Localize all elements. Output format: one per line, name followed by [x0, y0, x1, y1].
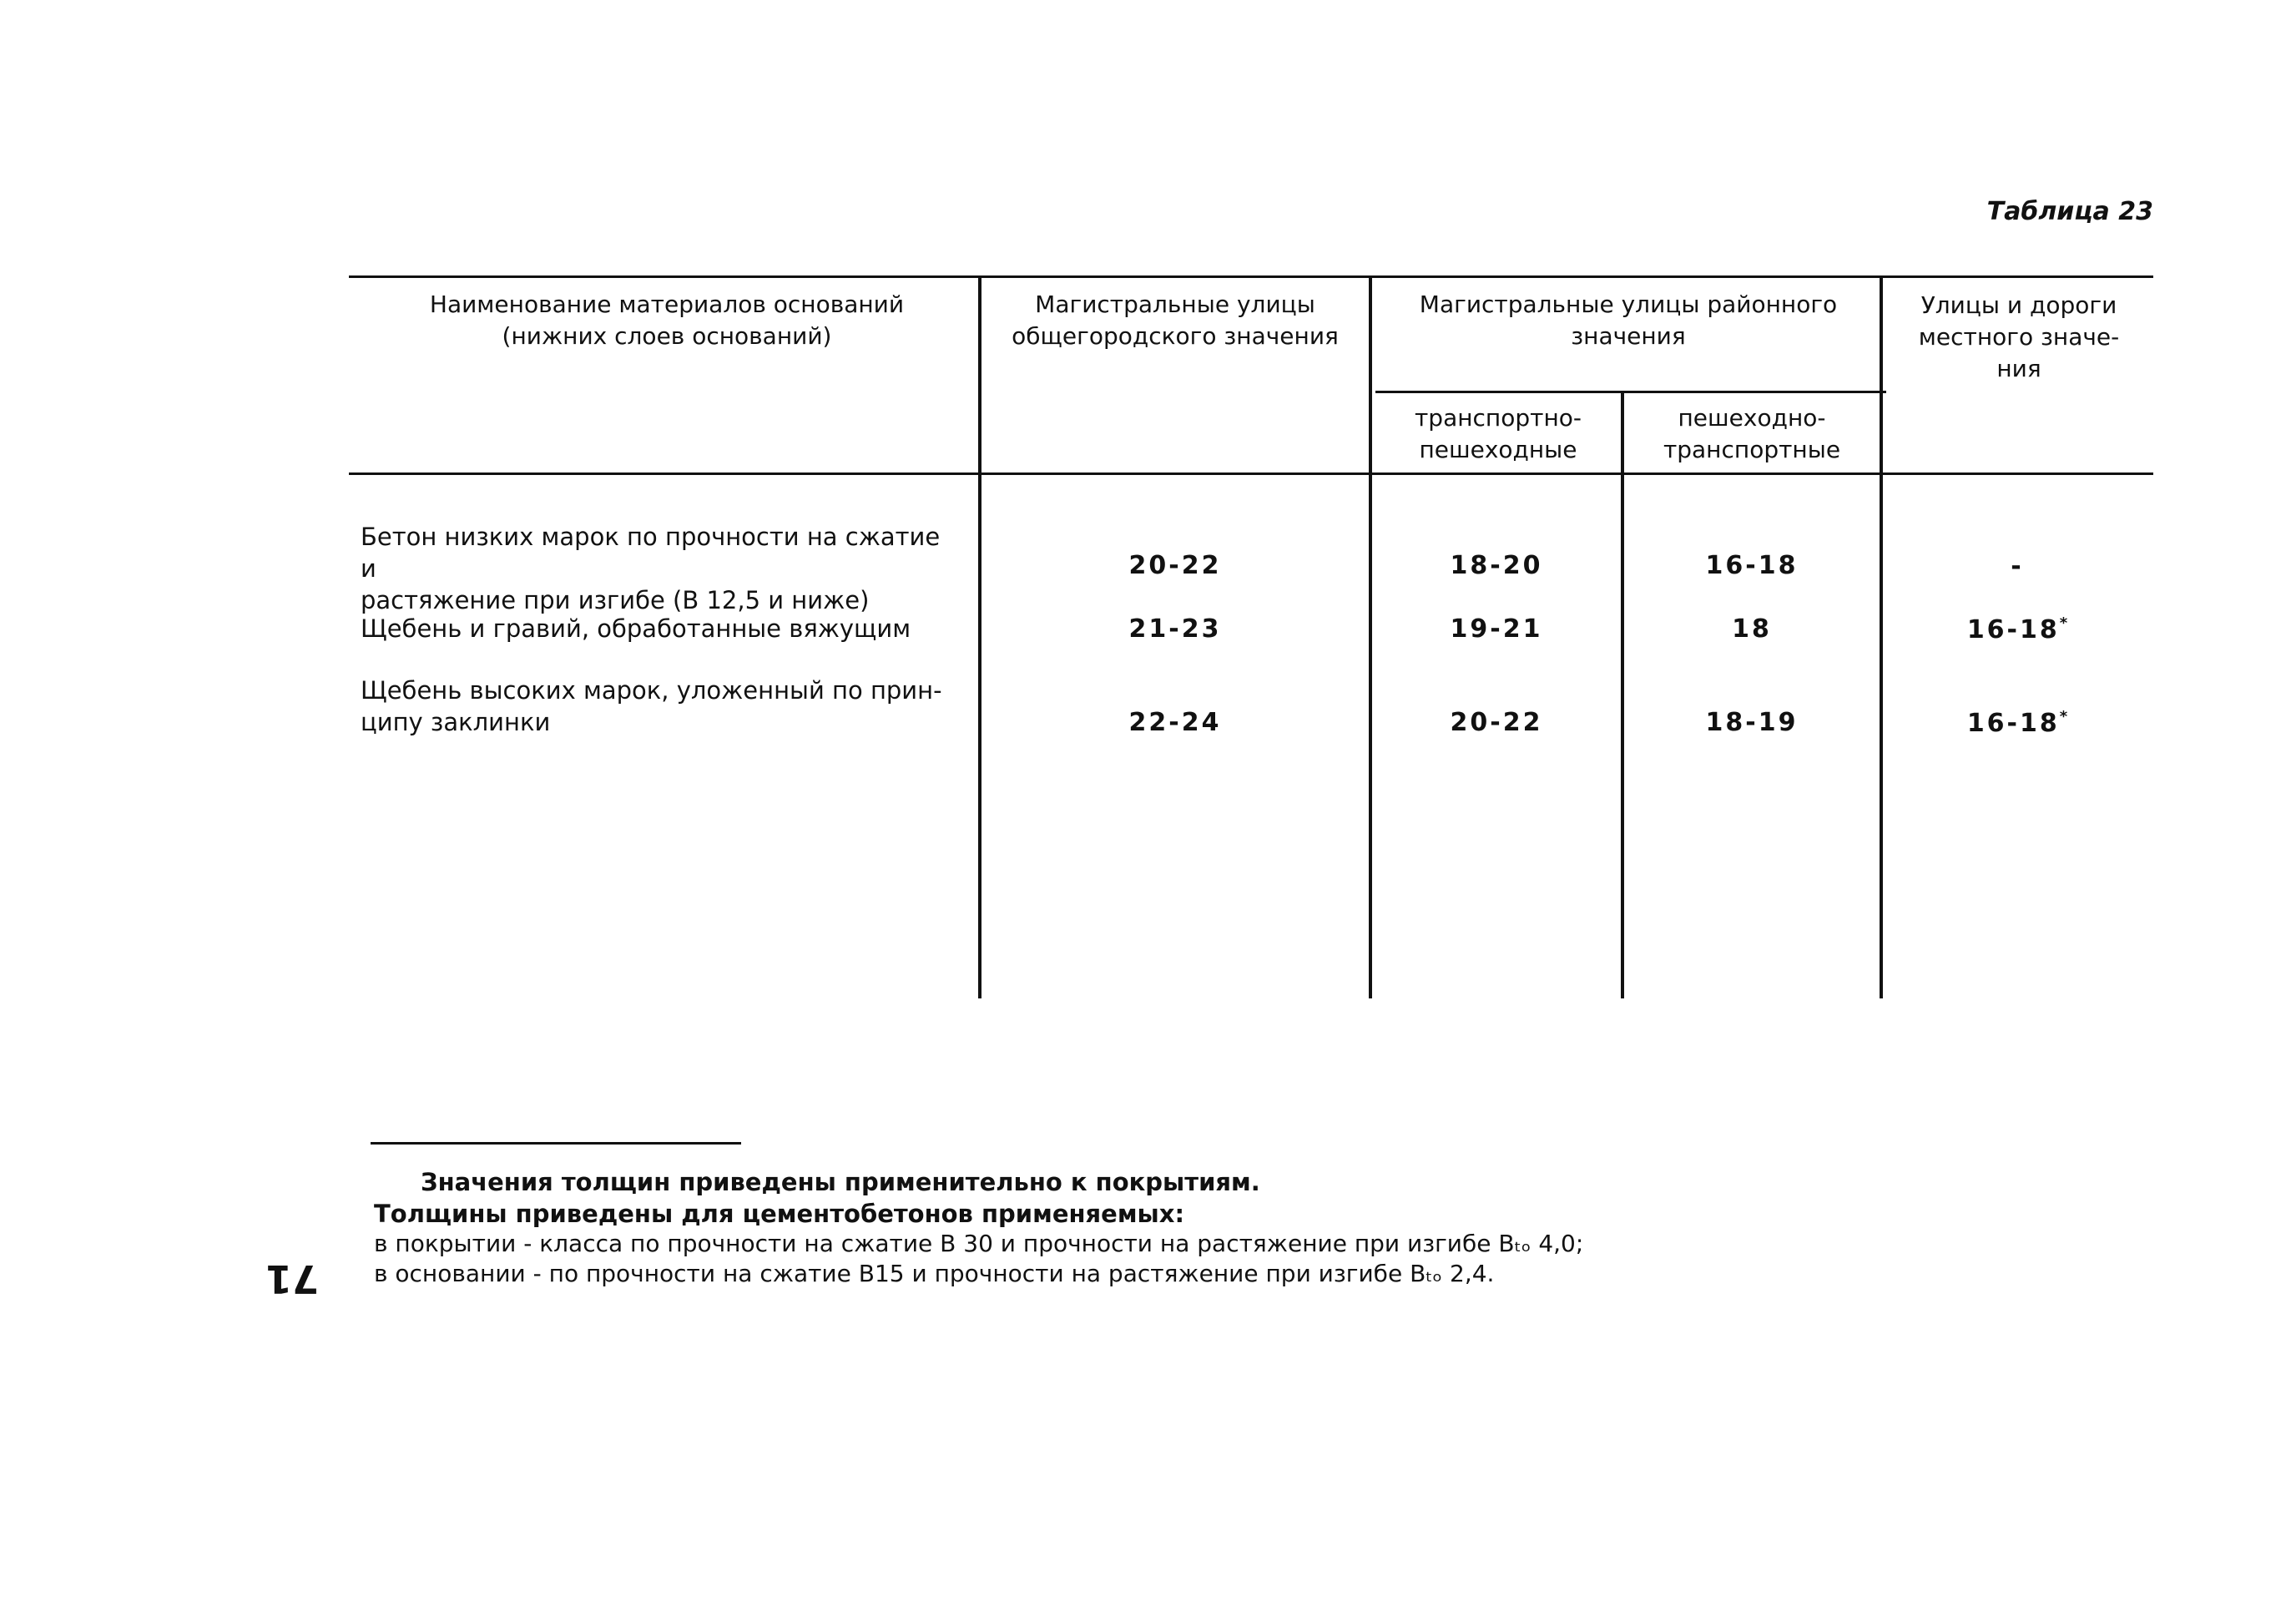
table-caption: Таблица 23: [1986, 197, 2153, 226]
cell-concrete-pedestrian-transport: 16-18: [1705, 551, 1799, 580]
header-district-streets: Магистральные улицы районного значения: [1419, 291, 1838, 350]
footnote-base-class: в основании - по прочности на сжатие В15 и прочности на растяжение при изгибе Bₜₒ 2,4.: [374, 1260, 1495, 1287]
cell-wedged-local: 16-18*: [1966, 708, 2068, 738]
footnote-coating-class: в покрытии - класса по прочности на сжатие В 30 и прочности на растяжение при изгибе Bₜₒ 4,0;: [374, 1230, 1584, 1257]
header-local-streets: Улицы и дороги местного значе- ния: [1918, 291, 2120, 382]
cell-wedged-transport-pedestrian: 20-22: [1450, 708, 1543, 737]
cell-bound-pedestrian-transport: 18: [1732, 614, 1772, 644]
footnote-cement-concrete-note: Толщины приведены для цементобетонов применяемых:: [374, 1200, 1185, 1228]
cell-wedged-pedestrian-transport: 18-19: [1705, 708, 1799, 737]
cell-concrete-local: -: [2011, 552, 2024, 581]
header-citywide-streets: Магистральные улицы общегородского значения: [1012, 291, 1339, 350]
cell-wedged-citywide: 22-24: [1128, 708, 1222, 737]
cell-bound-transport-pedestrian: 19-21: [1450, 614, 1543, 644]
row-label-crushed-stone-wedged: Щебень высоких марок, уложенный по прин- ципу заклинки: [361, 676, 942, 736]
footnote-separator: [371, 1142, 741, 1145]
row-label-crushed-stone-bound: Щебень и гравий, обработанные вяжущим: [361, 614, 911, 643]
cell-concrete-citywide: 20-22: [1128, 551, 1222, 580]
cell-bound-local: 16-18*: [1966, 614, 2068, 644]
header-material-name: Наименование материалов оснований (нижних слоев оснований): [429, 291, 905, 350]
header-pedestrian-transport: пешеходно- транспортные: [1663, 404, 1841, 463]
footnote-thickness-note: Значения толщин приведены применительно к покрытиям.: [421, 1168, 1260, 1196]
subheader-rule: [1375, 391, 1886, 393]
header-transport-pedestrian: транспортно- пешеходные: [1414, 404, 1582, 463]
page-number: 71: [265, 1256, 320, 1301]
column-divider-3: [1621, 391, 1624, 998]
cell-concrete-transport-pedestrian: 18-20: [1450, 551, 1543, 580]
cell-bound-citywide: 21-23: [1128, 614, 1222, 644]
row-label-concrete: Бетон низких марок по прочности на сжатие и растяжение при изгибе (В 12,5 и ниже): [361, 523, 941, 614]
